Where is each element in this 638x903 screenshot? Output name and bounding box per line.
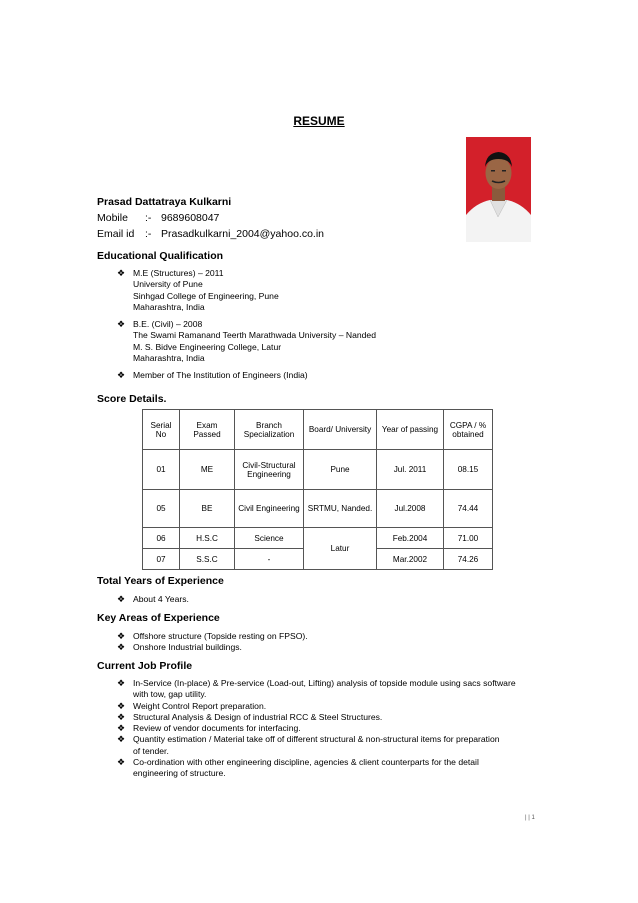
table-header: Year of passing <box>377 410 444 450</box>
email-row <box>97 228 324 240</box>
job-line: Co-ordination with other engineering discipline, agencies & client counterparts for the detail <box>133 757 479 768</box>
job-line: Weight Control Report preparation. <box>133 700 267 711</box>
degree-line: M. S. Bidve Engineering College, Latur <box>133 341 282 352</box>
table-cell: Feb.2004 <box>377 528 444 549</box>
table-cell: BE <box>180 490 235 528</box>
degree-title: B.E. (Civil) – 2008 <box>133 319 203 330</box>
degree-line: Maharashtra, India <box>133 301 205 312</box>
table-cell: Mar.2002 <box>377 549 444 570</box>
table-cell: 07 <box>143 549 180 570</box>
education-list <box>117 268 537 382</box>
table-row <box>143 450 493 490</box>
email-value: Prasadkulkarni_2004@yahoo.co.in <box>161 228 325 240</box>
table-cell: Civil Engineering <box>235 490 304 528</box>
table-cell: Jul. 2011 <box>377 450 444 490</box>
job-line: of tender. <box>133 745 169 756</box>
degree-line: Maharashtra, India <box>133 353 205 364</box>
job-profile-list <box>117 678 537 780</box>
diamond-bullet-icon: ❖ <box>117 700 126 711</box>
table-header: CGPA / % obtained <box>444 410 493 450</box>
diamond-bullet-icon: ❖ <box>117 734 126 745</box>
diamond-bullet-icon: ❖ <box>117 642 126 653</box>
job-line: Structural Analysis & Design of industrial RCC & Steel Structures. <box>133 711 383 722</box>
candidate-name: Prasad Dattatraya Kulkarni <box>97 196 232 208</box>
mobile-row <box>97 212 219 224</box>
list-item <box>117 678 537 701</box>
table-cell: 08.15 <box>444 450 493 490</box>
key-area-text: Onshore Industrial buildings. <box>133 642 242 653</box>
key-area-text: Offshore structure (Topside resting on FPSO). <box>133 631 308 641</box>
diamond-bullet-icon: ❖ <box>117 711 126 722</box>
list-item <box>117 631 537 642</box>
job-line: Review of vendor documents for interfacing. <box>133 723 301 734</box>
page-number: | | 1 <box>525 815 535 821</box>
table-cell: Science <box>235 528 304 549</box>
table-header: Branch Specialization <box>235 410 304 450</box>
diamond-bullet-icon: ❖ <box>117 594 126 604</box>
table-header-row <box>143 410 493 450</box>
mobile-label: Mobile <box>97 212 128 224</box>
table-header: Board/ University <box>304 410 377 450</box>
job-line: with tow, gap utility. <box>133 689 207 700</box>
job-line: engineering of structure. <box>133 768 226 779</box>
email-separator: :- <box>145 228 152 240</box>
table-cell: S.S.C <box>180 549 235 570</box>
diamond-bullet-icon: ❖ <box>117 319 126 330</box>
list-item <box>117 712 537 723</box>
table-header: Exam Passed <box>180 410 235 450</box>
list-item <box>117 594 537 605</box>
table-cell: 05 <box>143 490 180 528</box>
key-areas-list <box>117 631 537 654</box>
degree-title: M.E (Structures) – 2011 <box>133 268 224 278</box>
experience-text: About 4 Years. <box>133 594 189 604</box>
table-cell: - <box>235 549 304 570</box>
table-row <box>143 490 493 528</box>
job-line: Quantity estimation / Material take off of different structural & non-structural items for preparation <box>133 734 500 745</box>
diamond-bullet-icon: ❖ <box>117 631 126 641</box>
experience-heading: Total Years of Experience <box>97 575 224 587</box>
mobile-separator: :- <box>145 212 152 224</box>
table-header: Serial No <box>143 410 180 450</box>
table-cell: ME <box>180 450 235 490</box>
table-cell: Latur <box>304 528 377 570</box>
table-cell: SRTMU, Nanded. <box>304 490 377 528</box>
table-cell: Jul.2008 <box>377 490 444 528</box>
list-item <box>117 370 537 381</box>
table-cell: H.S.C <box>180 528 235 549</box>
list-item <box>117 701 537 712</box>
key-areas-heading: Key Areas of Experience <box>97 612 220 624</box>
table-cell: 74.44 <box>444 490 493 528</box>
list-item <box>117 723 537 734</box>
list-item <box>117 757 537 780</box>
mobile-value: 9689608047 <box>161 212 220 224</box>
table-cell: 74.26 <box>444 549 493 570</box>
education-heading: Educational Qualification <box>97 250 224 262</box>
resume-title: RESUME <box>293 114 345 128</box>
membership-title: Member of The Institution of Engineers (India) <box>133 370 308 381</box>
degree-line: The Swami Ramanand Teerth Marathwada University – Nanded <box>133 330 376 341</box>
table-cell: 01 <box>143 450 180 490</box>
table-cell: 06 <box>143 528 180 549</box>
list-item <box>117 734 537 757</box>
diamond-bullet-icon: ❖ <box>117 268 126 278</box>
score-heading: Score Details. <box>97 393 167 405</box>
diamond-bullet-icon: ❖ <box>117 678 126 688</box>
experience-list <box>117 594 537 605</box>
job-line: In-Service (In-place) & Pre-service (Load-out, Lifting) analysis of topside module using sacs software <box>133 678 516 688</box>
degree-line: Sinhgad College of Engineering, Pune <box>133 290 279 301</box>
degree-line: University of Pune <box>133 279 203 290</box>
email-label: Email id <box>97 228 135 240</box>
diamond-bullet-icon: ❖ <box>117 370 126 381</box>
list-item <box>117 268 537 313</box>
profile-photo <box>466 137 531 242</box>
table-cell: Civil-Structural Engineering <box>235 450 304 490</box>
list-item <box>117 642 537 653</box>
table-row <box>143 528 493 549</box>
job-profile-heading: Current Job Profile <box>97 660 193 672</box>
diamond-bullet-icon: ❖ <box>117 757 126 768</box>
score-table <box>142 409 493 570</box>
diamond-bullet-icon: ❖ <box>117 723 126 734</box>
list-item <box>117 319 537 364</box>
table-cell: Pune <box>304 450 377 490</box>
table-cell: 71.00 <box>444 528 493 549</box>
